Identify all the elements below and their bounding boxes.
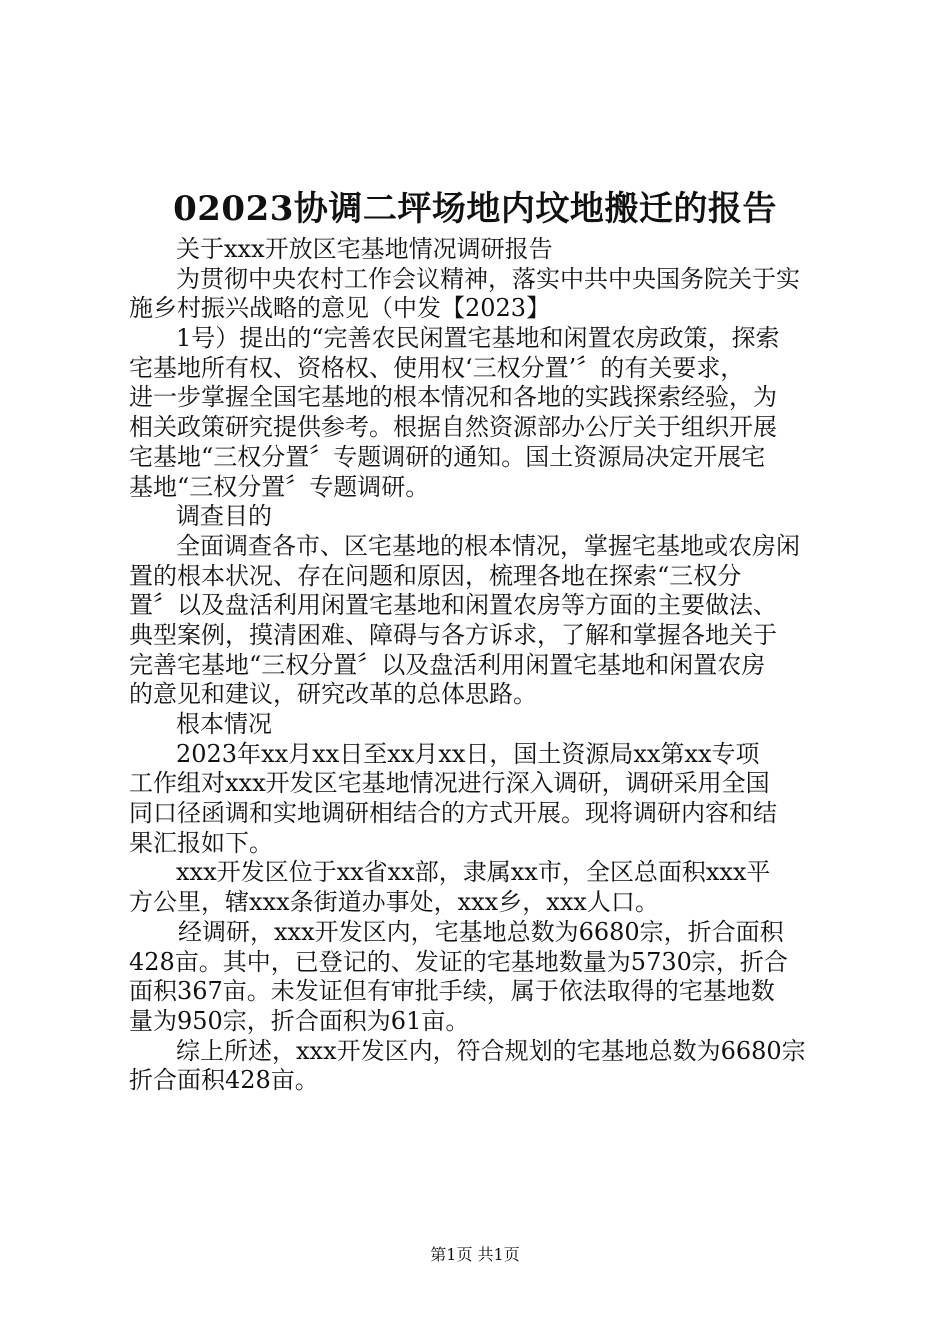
report-subtitle: 关于xxx开放区宅基地情况调研报告 [176,235,553,263]
paragraph-line: 宅基地所有权、资格权、使用权‘三权分置’〞的有关要求， [129,353,745,382]
paragraph-line: 全面调查各市、区宅基地的根本情况，掌握宅基地或农房闲 [176,531,800,560]
paragraph-line: 的意见和建议，研究改革的总体思路。 [129,680,537,709]
paragraph-line: 428亩。其中，已登记的、发证的宅基地数量为5730宗，折合 [129,947,788,976]
paragraph-line: 1号）提出的“完善农民闲置宅基地和闲置农房政策，探索 [176,324,780,353]
paragraph-line: 施乡村振兴战略的意见（中发【2023】 [129,294,551,323]
document-body [129,235,829,1096]
paragraph-line: 方公里，辖xxx条街道办事处，xxx乡，xxx人口。 [129,888,659,917]
page-footer: 第1页 共1页 [430,1245,520,1264]
section-heading-purpose: 调查目的 [176,502,272,531]
paragraph-line: 宅基地“三权分置〞专题调研的通知。国土资源局决定开展宅 [129,442,766,471]
paragraph-line: 面积367亩。未发证但有审批手续，属于依法取得的宅基地数 [129,977,775,1006]
paragraph-line: 相关政策研究提供参考。根据自然资源部办公厅关于组织开展 [129,413,777,442]
paragraph-line: 同口径函调和实地调研相结合的方式开展。现将调研内容和结 [129,799,777,828]
paragraph-line: 量为950宗，折合面积为61亩。 [129,1006,470,1035]
paragraph-line: 置〞以及盘活利用闲置宅基地和闲置农房等方面的主要做法、 [129,591,777,620]
paragraph-line: 基地“三权分置〞专题调研。 [129,472,430,501]
paragraph-line: 典型案例，摸清困难、障碍与各方诉求，了解和掌握各地关于 [129,620,777,649]
paragraph-line: 工作组对xxx开发区宅基地情况进行深入调研，调研采用全国 [129,769,770,798]
paragraph-line: 置的根本状况、存在问题和原因，梳理各地在探索“三权分 [129,561,742,590]
paragraph-line: 进一步掌握全国宅基地的根本情况和各地的实践探索经验，为 [129,383,777,412]
document-title: 02023协调二坪场地内坟地搬迁的报告 [173,189,777,229]
paragraph-line: 完善宅基地“三权分置〞以及盘活利用闲置宅基地和闲置农房 [129,650,766,679]
paragraph-line: xxx开发区位于xx省xx部，隶属xx市，全区总面积xxx平 [176,858,771,887]
paragraph-line: 2023年xx月xx日至xx月xx日，国土资源局xx第xx专项 [176,739,760,768]
paragraph-line: 为贯彻中央农村工作会议精神，落实中共中央国务院关于实 [176,264,800,293]
paragraph-line: 折合面积428亩。 [129,1066,319,1095]
section-heading-basic: 根本情况 [176,710,272,738]
paragraph-line: 综上所述，xxx开发区内，符合规划的宅基地总数为6680宗 [176,1036,806,1065]
paragraph-line: 经调研，xxx开发区内，宅基地总数为6680宗，折合面积 [178,917,784,946]
paragraph-line: 果汇报如下。 [129,828,273,857]
